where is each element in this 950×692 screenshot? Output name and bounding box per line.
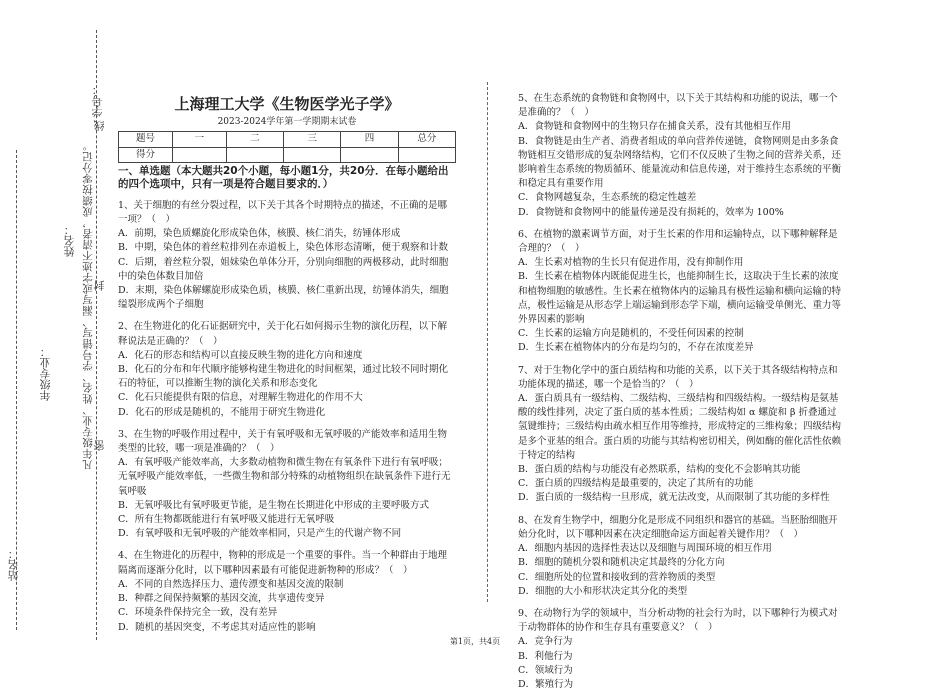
answer-option[interactable]: B．种群之间保持频繁的基因交流，共享遗传变异 [118,593,325,605]
answer-option[interactable]: C．后期，着丝粒分裂，姐妹染色单体分开，分别向细胞的两极移动，此时细胞中的染色体数目加倍 [118,256,449,282]
question-stem: 2、在生物进化的化石证据研究中，关于化石如何揭示生物的演化历程，以下解释说法是正确的？（ ） [118,321,448,347]
question-stem: 5、在生态系统的食物链和食物网中，以下关于其结构和功能的说法，哪一个是准确的？（ ） [518,93,838,119]
answer-option[interactable]: C．所有生物都既能进行有氧呼吸又能进行无氧呼吸 [118,514,335,526]
answer-option[interactable]: D．繁殖行为 [518,678,574,690]
score-input-cell[interactable] [398,147,455,162]
question-item [518,228,844,356]
seal-char-line: 线 [93,120,106,131]
answer-option[interactable]: A．蛋白质具有一级结构、二级结构、三级结构和四级结构。一级结构是氨基酸的线性排列，决定了蛋白质的基本性质；二级结构如 α 螺旋和 β 折叠通过氢键维持；三级结构由疏水相互作用等维持，形成特定的三维构象；四级结构是多个亚基的组合。蛋白质的功能与其结构密切相关，例如酶的催化活性依赖于特定的结构 [518,393,842,461]
answer-option[interactable]: B．细胞的随机分裂和随机决定其最终的分化方向 [518,557,725,569]
answer-option[interactable]: D．有氧呼吸和无氧呼吸的产能效率相同，只是产生的代谢产物不同 [118,528,402,540]
left-question-list [118,199,456,635]
answer-option[interactable]: B．无氧呼吸比有氧呼吸更节能，是生物在长期进化中形成的主要呼吸方式 [118,499,429,511]
score-input-cell[interactable] [284,147,341,162]
answer-option[interactable]: B．蛋白质的结构与功能没有必然联系，结构的变化不会影响其功能 [518,464,801,476]
answer-option[interactable]: D．蛋白质的一级结构一旦形成，就无法改变，从而限制了其功能的多样性 [518,492,830,504]
answer-option[interactable]: A．竞争行为 [518,636,573,648]
score-table [118,131,456,162]
question-stem: 4、在生物进化的历程中，物种的形成是一个重要的事件。当一个种群由于地理隔离而逐渐分化时，以下哪种因素最有可能促进新物种的形成？（ ） [118,550,448,576]
question-item [118,549,456,634]
score-input-cell[interactable] [341,147,398,162]
question-item [518,364,844,506]
score-cell: 题号 [119,132,173,147]
binding-margin [0,0,110,672]
score-cell: 二 [226,132,283,147]
score-cell: 总分 [398,132,455,147]
question-stem: 7、对于生物化学中的蛋白质结构和功能的关系，以下关于其各级结构特点和功能体现的描述，哪一个是恰当的？（ ） [518,364,838,390]
answer-option[interactable]: D．末期，染色体解螺旋形成染色质，核膜、核仁重新出现，纺锤体消失，细胞缢裂形成两个子细胞 [118,285,449,311]
score-cell: 四 [341,132,398,147]
answer-option[interactable]: C．化石只能提供有限的信息，对理解生物进化的作用不大 [118,392,363,404]
page-footer: 第1页，共4页 [449,637,501,646]
score-table-header-row [119,132,456,147]
score-cell: 三 [284,132,341,147]
answer-option[interactable]: D．随机的基因突变，不考虑其对适应性的影响 [118,621,316,633]
score-table-score-row [119,147,456,162]
name-label: 姓名： [63,224,76,257]
answer-option[interactable]: A．食物链和食物网中的生物只存在捕食关系，没有其他相互作用 [518,121,791,133]
answer-option[interactable]: D．生长素在植物体内的分布是均匀的，不存在浓度差异 [518,342,754,354]
question-stem: 6、在植物的激素调节方面，对于生长素的作用和运输特点，以下哪种解释是合理的？（ ） [518,228,838,255]
question-item [518,607,844,692]
question-item [118,199,456,313]
station-label: 站名： [7,548,20,581]
right-question-list [518,0,844,692]
score-input-cell[interactable] [226,147,283,162]
answer-option[interactable]: C．生长素的运输方向是随机的，不受任何因素的控制 [518,328,744,340]
question-item [118,320,456,419]
question-item [518,514,844,599]
score-input-cell[interactable] [172,147,226,162]
question-stem: 9、在动物行为学的领域中，当分析动物的社会行为时，以下哪种行为模式对于动物群体的协作和生存具有重要意义？（ ） [518,607,838,634]
answer-option[interactable]: D．细胞的大小和形状决定其分化的类型 [518,585,688,597]
student-id-label: 学号： [91,84,104,117]
seal-line-notice: 凡年级专业、姓名、学号错写、漏写或字迹不清者，成绩按零分记。 [82,140,94,470]
answer-option[interactable]: D．食物链和食物网中的能量传递是没有损耗的，效率为 100% [518,206,784,218]
seal-char-seal: 封 [93,280,106,291]
question-stem: 1、关于细胞的有丝分裂过程，以下关于其各个时期特点的描述，不正确的是哪一项？（ ） [118,199,448,226]
seal-char-close: 密 [93,440,106,451]
answer-option[interactable]: C．蛋白质的四级结构是最重要的，决定了其所有的功能 [518,478,754,490]
question-stem: 3、在生物的呼吸作用过程中，关于有氧呼吸和无氧呼吸的产能效率和适用生物类型的比较，哪一项是准确的？（ ） [118,428,448,455]
answer-option[interactable]: D．化石的形成是随机的，不能用于研究生物进化 [118,406,326,418]
major-label: 年级专业： [39,346,52,401]
answer-option[interactable]: C．环境条件保持完全一致，没有差异 [118,607,278,619]
exam-title: 上海理工大学《生物医学光子学》 [174,95,400,113]
answer-option[interactable]: A．化石的形态和结构可以直接反映生物的进化方向和速度 [118,349,363,361]
question-item [118,428,456,542]
answer-option[interactable]: C．领域行为 [518,664,573,676]
answer-option[interactable]: B．生长素在植物体内既能促进生长，也能抑制生长，这取决于生长素的浓度和植物细胞的敏感性。生长素在植物体内的运输具有极性运输和横向运输的特点，极性运输是从形态学上端运输到形态学下端，横向运输受单侧光、重力等外界因素的影响 [518,271,842,326]
answer-option[interactable]: A．不同的自然选择压力、遗传漂变和基因交流的限制 [118,578,344,590]
question-item [518,92,844,220]
answer-option[interactable]: B．利他行为 [518,650,573,662]
answer-option[interactable]: A．前期，染色质螺旋化形成染色体，核膜、核仁消失，纺锤体形成 [118,228,401,240]
column-divider [487,82,488,602]
answer-option[interactable]: B．中期，染色体的着丝粒排列在赤道板上，染色体形态清晰，便于观察和计数 [118,242,448,254]
question-stem: 8、在发育生物学中，细胞分化是形成不同组织和器官的基础。当胚胎细胞开始分化时，以下哪种因素在决定细胞命运方面起着关键作用？（ ） [518,514,838,540]
answer-option[interactable]: A．细胞内基因的选择性表达以及细胞与周围环境的相互作用 [518,543,772,555]
score-cell: 一 [172,132,226,147]
answer-option[interactable]: A．生长素对植物的生长只有促进作用，没有抑制作用 [518,257,744,269]
section-heading: 一、单选题（本大题共20个小题，每小题1分，共20分．在每小题给出的四个选项中，只有一项是符合题目要求的．） [118,164,449,190]
left-column [118,0,456,635]
answer-option[interactable]: C．食物网越复杂，生态系统的稳定性越差 [518,192,697,204]
answer-option[interactable]: B．化石的分布和年代顺序能够构建生物进化的时间框架，通过比较不同时期化石的特征，可以推断生物的演化关系和形态变化 [118,364,448,390]
score-cell: 得分 [119,147,173,162]
answer-option[interactable]: C．细胞所处的位置和接收到的营养物质的类型 [518,571,716,583]
answer-option[interactable]: A．有氧呼吸产能效率高，大多数动植物和微生物在有氧条件下进行有氧呼吸；无氧呼吸产能效率低，一些微生物和部分特殊的动植物组织在缺氧条件下进行无氧呼吸 [118,457,451,497]
answer-option[interactable]: B．食物链是由生产者、消费者组成的单向营养传递链，食物网则是由多条食物链相互交错形成的复杂网络结构，它们不仅反映了生物之间的营养关系，还影响着生态系统的物质循环、能量流动和信息传递，对于维持生态系统的平衡和稳定具有重要作用 [518,135,842,190]
exam-subtitle: 2023-2024学年第一学期期末试卷 [217,117,357,128]
